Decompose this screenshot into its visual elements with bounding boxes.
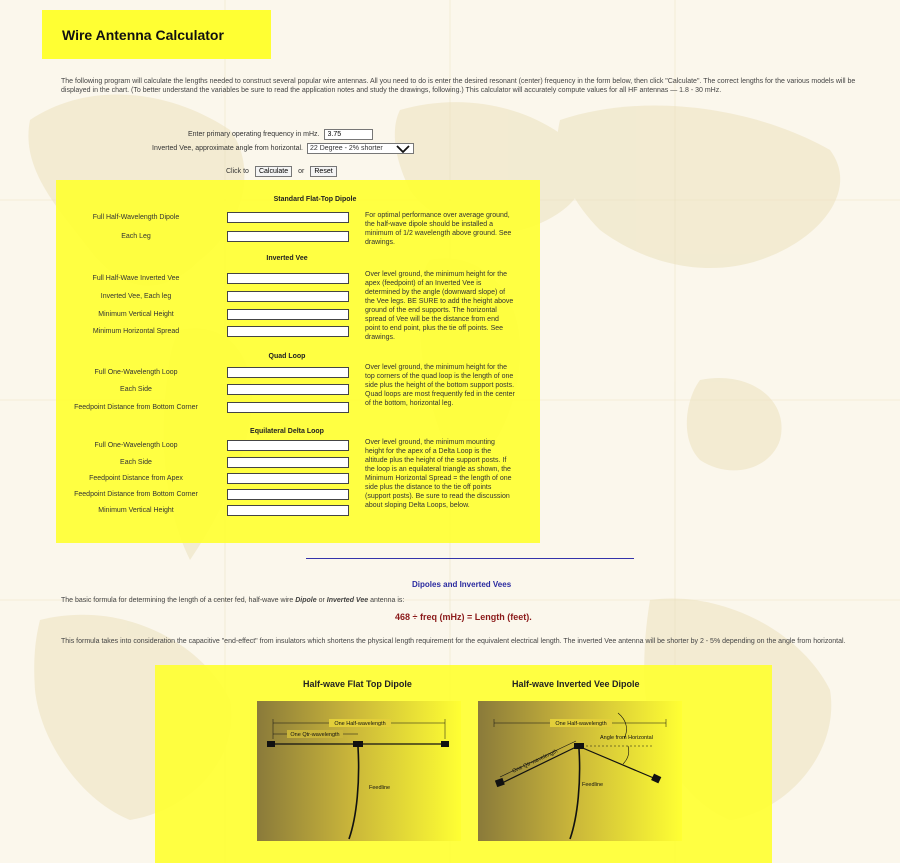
field-label: Inverted Vee, Each leg — [100, 293, 172, 300]
formula-intro-or: or — [316, 597, 327, 604]
result-quad-loop[interactable] — [227, 367, 349, 378]
note-dipole: For optimal performance over average ground, the half-wave dipole should be installed a minimum of 1/2 wavelength above ground. See drawings. — [365, 212, 512, 246]
frequency-row — [188, 129, 373, 140]
flat-dipole-diagram — [257, 701, 461, 841]
formula-intro-end: antenna is: — [368, 597, 405, 604]
formula-note: This formula takes into consideration the capacitive "end-effect" from insulators which shortens the physical length requirement for the equivalent electrical length. The inverted Vee antenna will be shorter by 2 - 5% depending on the angle from horizontal. — [61, 638, 846, 645]
section-title-quad: Quad Loop — [268, 353, 306, 360]
formula-intro — [61, 597, 404, 604]
result-vee-spread[interactable] — [227, 326, 349, 337]
result-delta-corner[interactable] — [227, 489, 349, 500]
section-title-vee: Inverted Vee — [266, 255, 308, 262]
field-label: Full One-Wavelength Loop — [94, 442, 178, 449]
flat-quarter-wave-label: One Qtr-wavelength — [290, 732, 340, 738]
result-quad-side[interactable] — [227, 384, 349, 395]
dipole-term: Dipole — [295, 597, 317, 604]
note-delta: Over level ground, the minimum mounting height for the apex of a Delta Loop is the altitude plus the height of the support posts. If the loop is an equilateral triangle as shown, the Minimum Horizontal Spread = the length of one side plus the distance to the tie off points (support posts). Be sure to read the discussion about sloping Delta Loops, below. — [365, 439, 512, 509]
formula-intro-text: The basic formula for determining the length of a center fed, half-wave wire — [61, 597, 296, 604]
flat-dipole-svg — [257, 701, 461, 841]
vee-quarter-wave-label: One Qtr-wavelength — [511, 748, 559, 775]
result-dipole-leg[interactable] — [227, 231, 349, 242]
note-vee: Over level ground, the minimum height for the apex (feedpoint) of an Inverted Vee is determined by the angle (downward slope) of the Vee legs. BE SURE to add the height above ground of the end supports. The horizontal spread of Vee will be the distance from end point to end point, plus the tie off points. See drawings. — [365, 271, 514, 341]
formula: 468 ÷ freq (mHz) = Length (feet). — [395, 612, 532, 622]
vee-angle-label: Angle from Horizontal — [600, 735, 653, 741]
field-label: Feedpoint Distance from Bottom Corner — [74, 404, 198, 411]
action-row — [226, 166, 337, 177]
field-label: Each Side — [120, 459, 152, 466]
result-delta-height[interactable] — [227, 505, 349, 516]
result-quad-feed[interactable] — [227, 402, 349, 413]
field-label: Full Half-Wave Inverted Vee — [92, 275, 180, 282]
vee-half-wave-label: One Half-wavelength — [555, 721, 607, 727]
field-label: Full Half-Wavelength Dipole — [92, 214, 180, 221]
click-label: Click to — [226, 168, 249, 175]
field-label: Minimum Horizontal Spread — [92, 328, 180, 335]
diagram-panel — [155, 665, 772, 863]
note-quad: Over level ground, the minimum height for the top corners of the quad loop is the length of one side plus the height of the bottom support posts. Quad loops are most frequently fed in the center of the bottom, horizontal leg. — [365, 364, 515, 407]
result-delta-loop[interactable] — [227, 440, 349, 451]
vee-feedline-label: Feedline — [582, 782, 604, 788]
page-title: Wire Antenna Calculator — [62, 26, 224, 43]
chevron-down-icon — [396, 145, 410, 153]
field-label: Each Side — [120, 386, 152, 393]
calculate-button[interactable]: Calculate — [255, 166, 292, 177]
vee-term: Inverted Vee — [326, 597, 369, 604]
flat-half-wave-label: One Half-wavelength — [334, 721, 386, 727]
calculator-panel — [56, 180, 540, 543]
result-full-dipole[interactable] — [227, 212, 349, 223]
vee-dipole-svg — [478, 701, 682, 841]
section-title-delta: Equilateral Delta Loop — [250, 428, 324, 435]
frequency-label: Enter primary operating frequency in mHz. — [188, 131, 320, 138]
diagram-title-flat: Half-wave Flat Top Dipole — [303, 679, 412, 689]
angle-select[interactable] — [307, 143, 414, 154]
angle-row — [152, 143, 414, 154]
reset-button[interactable]: Reset — [310, 166, 336, 177]
result-vee-height[interactable] — [227, 309, 349, 320]
result-delta-side[interactable] — [227, 457, 349, 468]
frequency-input[interactable] — [324, 129, 373, 140]
field-label: Feedpoint Distance from Bottom Corner — [74, 491, 198, 498]
field-label: Feedpoint Distance from Apex — [89, 475, 183, 482]
vee-dipole-diagram — [478, 701, 682, 841]
flat-feedline-label: Feedline — [369, 785, 391, 791]
field-label: Minimum Vertical Height — [98, 311, 174, 318]
field-label: Each Leg — [121, 233, 151, 240]
title-banner — [42, 10, 271, 59]
angle-select-value: 22 Degree - 2% shorter — [309, 145, 383, 152]
result-delta-apex[interactable] — [227, 473, 349, 484]
result-vee-leg[interactable] — [227, 291, 349, 302]
section-title-dipole: Standard Flat-Top Dipole — [273, 196, 357, 203]
or-label: or — [298, 168, 305, 175]
divider — [306, 558, 634, 559]
dipoles-heading: Dipoles and Inverted Vees — [412, 580, 512, 589]
angle-label: Inverted Vee, approximate angle from horizontal. — [152, 145, 303, 152]
diagram-title-vee: Half-wave Inverted Vee Dipole — [512, 679, 640, 689]
intro-text: The following program will calculate the lengths needed to construct several popular wire antennas. All you need to do is enter the desired resonant (center) frequency in the form below, then click "Calculate". The correct lengths for the various models will be displayed in the chart. (To better understand the variables be sure to read the application notes and study the drawings, following.) This calculator will accurately compute values for all HF antennas — 1.8 - 30 mHz. — [61, 78, 856, 94]
field-label: Minimum Vertical Height — [98, 507, 174, 514]
field-label: Full One-Wavelength Loop — [94, 369, 178, 376]
result-full-vee[interactable] — [227, 273, 349, 284]
